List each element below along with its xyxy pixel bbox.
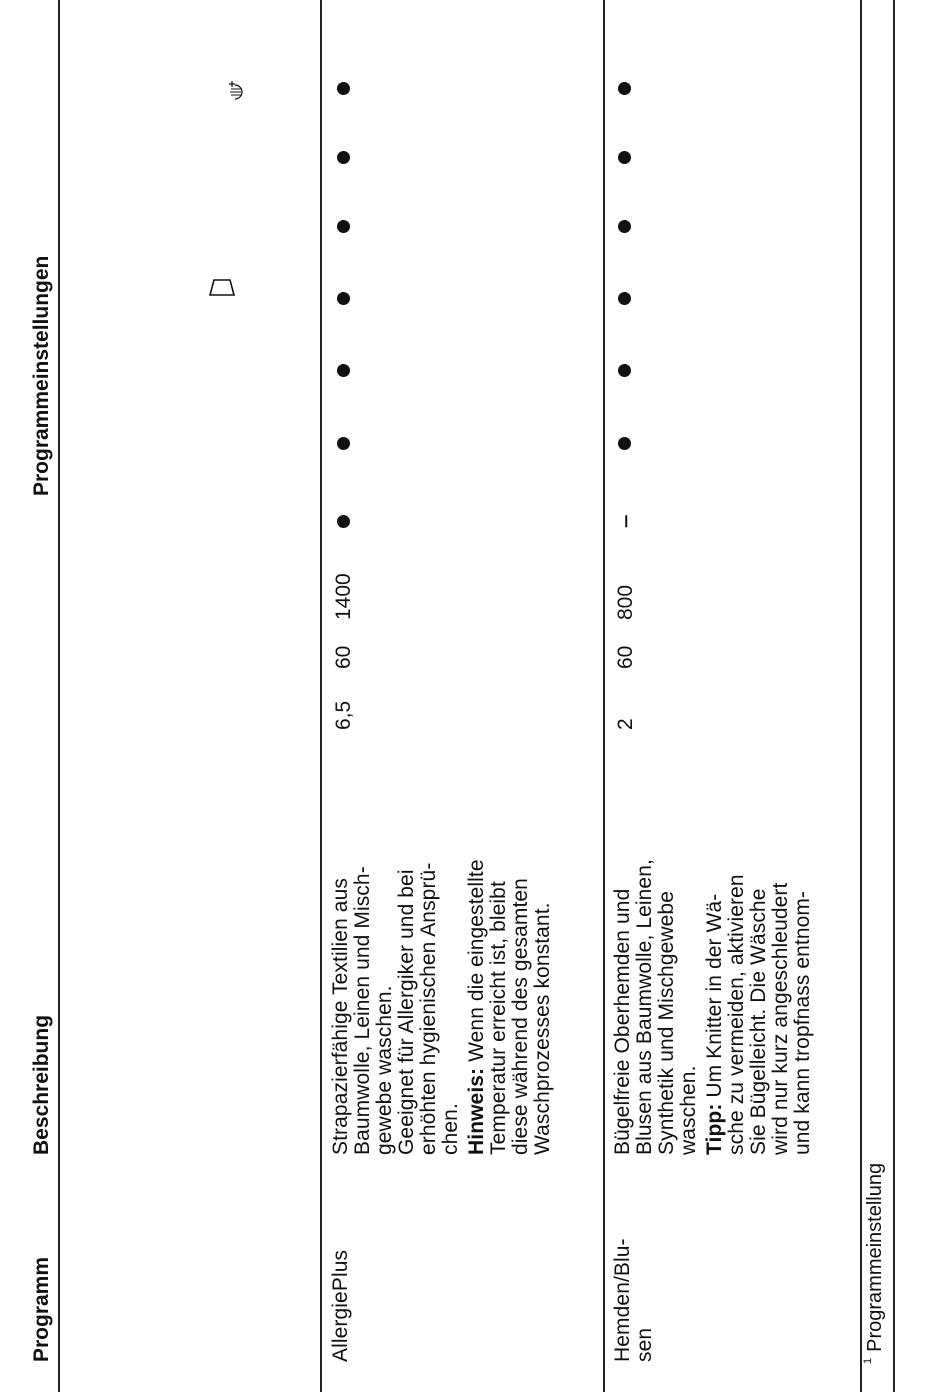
mark-dot (337, 292, 350, 305)
footnote (864, 1163, 887, 1364)
mark-dot (337, 515, 350, 528)
mark-dot (337, 364, 350, 377)
description-hemden-blusen (612, 859, 814, 1155)
load-value: 6,5 (332, 700, 355, 730)
row-divider (603, 0, 605, 1392)
description-lines: Strapazierfähige Textilien aus Baumwolle, Leinen und Misch- gewebe waschen. Geeignet für Allergiker und bei erhöhten hygienischen Ansprü- chen. (329, 862, 462, 1155)
description-allergieplus (330, 859, 554, 1155)
mark-dot (618, 82, 631, 95)
note-hinweis: Hinweis: Wenn die eingestellte Temperatur erreicht ist, bleibt diese während des gesamten Waschprozesses konstant. (465, 859, 554, 1155)
mark-dot (618, 364, 631, 377)
load-value: 2 (614, 718, 637, 730)
spin-value: 800 (614, 584, 637, 620)
footnote-text: Programmeinstellung (864, 1162, 886, 1352)
header-program: Programm (30, 1256, 53, 1362)
description-lines: Bügelfreie Oberhemden und Blusen aus Baumwolle, Leinen, Synthetik und Mischgewebe waschen. (611, 859, 700, 1155)
spin-value: 1400 (332, 573, 355, 620)
note-tipp: Tipp: Um Knitter in der Wä- sche zu vermeiden, aktivieren Sie Bügelleicht. Die Wäsche wird nur kurz angeschleudert und kann tropfnass entnom- (703, 874, 814, 1155)
steam-plus-icon (226, 78, 252, 104)
mark-dot (618, 437, 631, 450)
temperature-value: 60 (614, 645, 637, 669)
program-allergieplus: AllergiePlus (329, 1249, 352, 1362)
header-rule (58, 0, 60, 1392)
temperature-value: 60 (332, 645, 355, 669)
mark-dot (337, 437, 350, 450)
mark-dot (337, 151, 350, 164)
mark-dot (618, 292, 631, 305)
settings-divider (60, 699, 320, 701)
footer-rule (860, 0, 862, 1392)
bottom-rule (893, 0, 895, 1392)
mark-dot (337, 220, 350, 233)
header-settings: Programmeinstellungen (30, 255, 53, 496)
mark-dot (337, 82, 350, 95)
program-hemden-blusen: Hemden/Blu- sen (611, 1238, 656, 1362)
footnote-marker: 1 (862, 1357, 874, 1364)
door-icon (208, 272, 236, 300)
mark-dash (620, 521, 632, 523)
header-bottom-rule (320, 0, 322, 1392)
mark-dot (618, 220, 631, 233)
mark-dot (618, 151, 631, 164)
header-description: Beschreibung (30, 1014, 53, 1155)
